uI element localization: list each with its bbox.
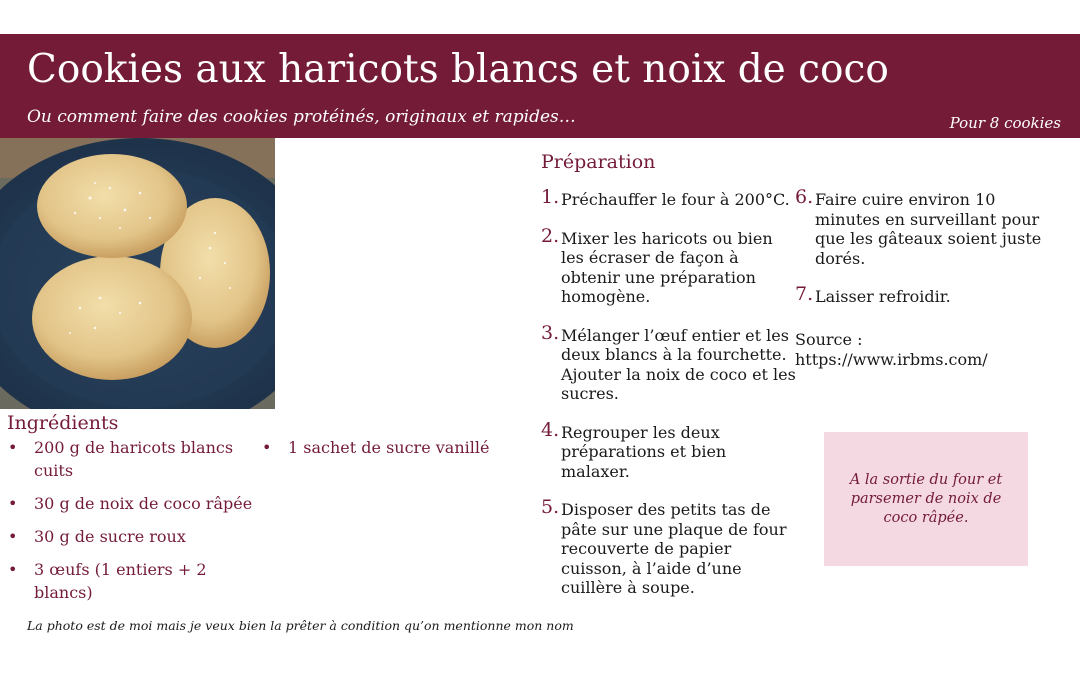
tip-box: [824, 432, 1028, 566]
step-number: 3.: [541, 321, 560, 344]
step-item: [541, 321, 799, 404]
preparation-title: Préparation: [541, 151, 656, 173]
ingredients-list-2: [262, 436, 502, 469]
step-text: Mélanger l’œuf entier et les deux blancs à la fourchette. Ajouter la noix de coco et les sucres.: [561, 325, 796, 403]
step-text: Faire cuire environ 10 minutes en surveillant pour que les gâteaux soient juste dorés.: [815, 190, 1042, 268]
step-number: 5.: [541, 496, 560, 518]
source-link[interactable]: https://www.irbms.com/: [795, 349, 988, 369]
ingredient-item: • 1 sachet de sucre vanillé: [262, 436, 502, 459]
tip-text: A la sortie du four et parsemer de noix de coco râpée.: [849, 471, 1003, 526]
step-item: [541, 418, 799, 482]
photo-credit: La photo est de moi mais je veux bien la prêter à condition qu’on mentionne mon nom: [27, 618, 574, 633]
steps-list-2: [795, 186, 1045, 326]
step-item: [795, 283, 1045, 307]
source-label: Source :: [795, 330, 863, 349]
step-item: [795, 186, 1045, 268]
step-number: 6.: [795, 186, 814, 208]
ingredient-item: • 30 g de sucre roux: [8, 525, 253, 548]
ingredients-list-1: [8, 436, 253, 614]
step-item: [541, 496, 799, 598]
steps-list-1: [541, 186, 799, 617]
servings-label: Pour 8 cookies: [949, 114, 1061, 132]
page-title: Cookies aux haricots blancs et noix de coco: [27, 47, 889, 92]
cookies-photo-illustration: [0, 138, 275, 409]
subtitle: Ou comment faire des cookies protéinés, originaux et rapides…: [27, 107, 576, 127]
step-text: Disposer des petits tas de pâte sur une plaque de four recouverte de papier cuisson, à l’aide d’une cuillère à soupe.: [561, 500, 787, 597]
ingredient-item: • 30 g de noix de coco râpée: [8, 492, 253, 515]
ingredient-item: • 3 œufs (1 entiers + 2 blancs): [8, 558, 253, 604]
step-item: [541, 224, 799, 307]
cookies-photo: [0, 138, 275, 409]
ingredient-item: • 200 g de haricots blancs cuits: [8, 436, 253, 482]
source-block: [795, 330, 988, 369]
step-text: Préchauffer le four à 200°C.: [561, 190, 790, 209]
step-number: 1.: [541, 186, 560, 208]
step-text: Mixer les haricots ou bien les écraser de façon à obtenir une préparation homogène.: [561, 228, 773, 306]
step-number: 7.: [795, 283, 814, 305]
step-text: Regrouper les deux préparations et bien malaxer.: [561, 422, 727, 481]
step-number: 2.: [541, 224, 560, 247]
step-text: Laisser refroidir.: [815, 287, 951, 306]
ingredients-title: Ingrédients: [7, 412, 119, 434]
step-number: 4.: [541, 418, 560, 441]
step-item: [541, 186, 799, 210]
